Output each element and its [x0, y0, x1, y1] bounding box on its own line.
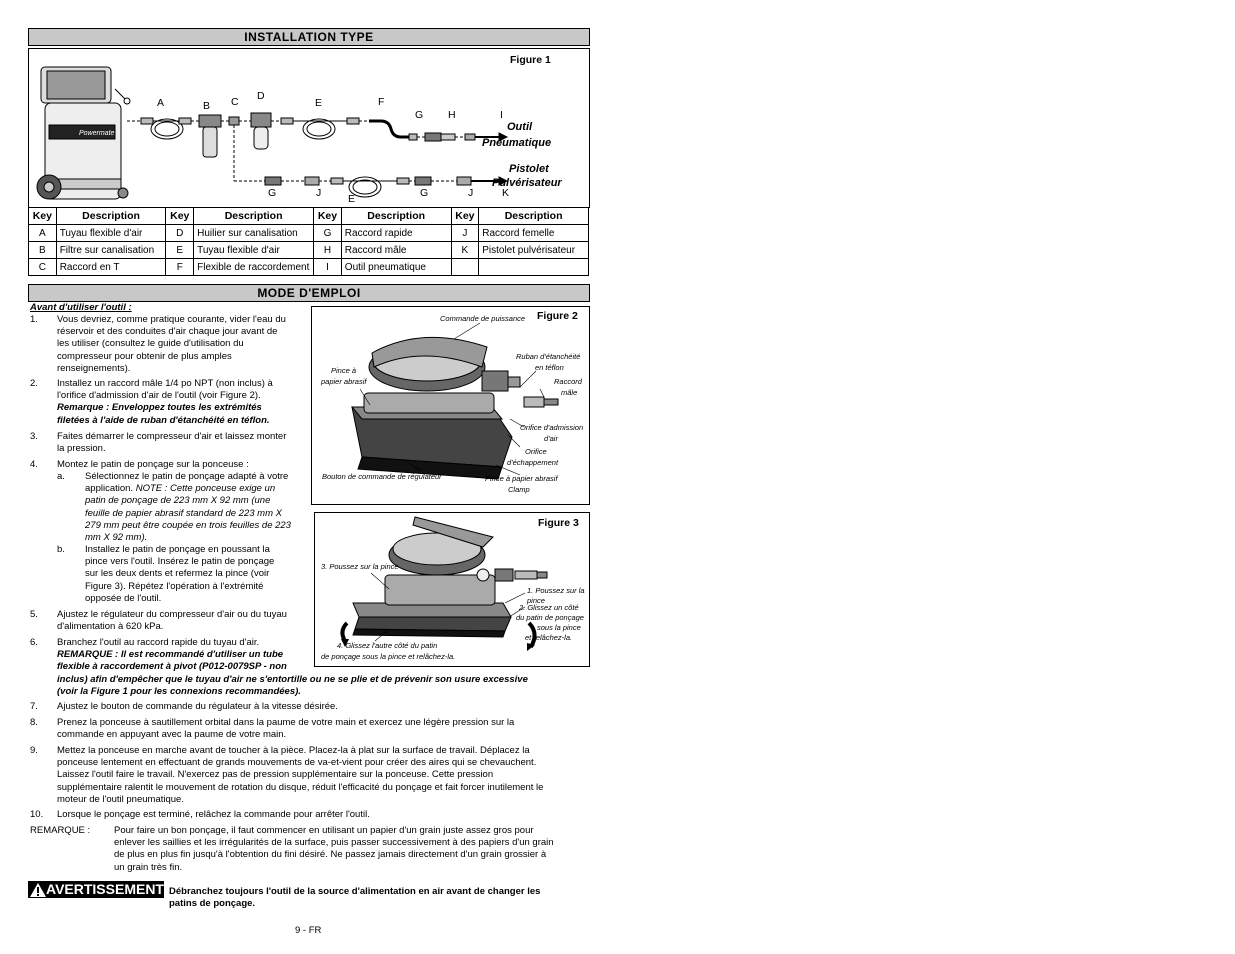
- text-line: ponceuse lentement en effectuant de grands mouvements de va-et-vient pour créer des aires qui se chevauchent.: [57, 757, 537, 769]
- remark-label: REMARQUE :: [30, 825, 91, 836]
- text-line: Faites démarrer le compresseur d'air et laissez monter: [57, 431, 287, 442]
- step-2-text: [57, 378, 273, 427]
- tool-label-2: Pneumatique: [482, 137, 552, 149]
- text-line: Sélectionnez le patin de ponçage adapté à votre: [85, 471, 289, 482]
- text-line: Installez le patin de ponçage en poussant la: [85, 544, 270, 555]
- text-line: inclus) afin d'empêcher que le tuyau d'air ne s'entortille ou ne se plie et de prévenir son usure excessive: [57, 673, 528, 685]
- table-cell: Filtre sur canalisation: [56, 242, 166, 259]
- remark-text: [114, 825, 554, 874]
- text-line: Laissez l'outil faire le travail. N'exercez pas de pression supplémentaire sur la ponceuse. Cette pression: [57, 769, 494, 781]
- text-line: commande en appuyant avec la paume de votre main.: [57, 729, 287, 741]
- label-regulator: Bouton de commande de régulateur: [322, 472, 442, 481]
- label-e: E: [315, 97, 323, 109]
- label-g-bottom-2: G: [420, 187, 429, 199]
- table-cell: E: [166, 242, 194, 259]
- step-9-text: [57, 745, 543, 806]
- label-j-bottom: J: [316, 187, 322, 199]
- key-header: Key: [314, 208, 342, 225]
- text-line: Remarque : Enveloppez toutes les extrémités: [57, 402, 262, 414]
- text-line: feuille de papier abrasif standard de 223 mm X: [85, 507, 282, 519]
- label-teflon-2: en téflon: [535, 363, 564, 372]
- table-row: [29, 242, 589, 259]
- text-line: l'orifice d'admission d'air de l'outil (voir Figure 2).: [57, 390, 261, 402]
- label-e-bottom: E: [348, 193, 356, 205]
- step-number: 4.: [30, 459, 38, 470]
- text-line: Débranchez toujours l'outil de la source d'alimentation en air avant de changer les: [169, 886, 541, 897]
- text-span: NOTE : Cette ponceuse exige un: [135, 483, 276, 495]
- description-header: Description: [56, 208, 166, 225]
- label-j-bottom-2: J: [468, 187, 474, 199]
- description-header: Description: [341, 208, 451, 225]
- key-table: [28, 207, 589, 276]
- text-line: REMARQUE : Il est recommandé d'utiliser un tube: [57, 649, 284, 661]
- key-table-header-row: [29, 208, 589, 225]
- text-line: pince vers l'outil. Insérez le patin de ponçage: [85, 556, 275, 568]
- table-cell: F: [166, 259, 194, 276]
- svg-text:Powermate: Powermate: [79, 130, 115, 137]
- step-number: 10.: [30, 809, 44, 820]
- description-header: Description: [194, 208, 314, 225]
- text-line: sur les deux dents et refermez la pince (voir: [85, 568, 270, 580]
- label-male-2: mâle: [561, 388, 578, 397]
- table-cell: D: [166, 225, 194, 242]
- key-header: Key: [451, 208, 479, 225]
- label-clamp-2: papier abrasif: [321, 377, 367, 386]
- label-push-clamp-1: 1. Poussez sur la pince: [527, 586, 585, 605]
- label-slide-2-1: 2. Glissez un côté: [519, 603, 579, 612]
- page-number: 9 - FR: [295, 925, 322, 936]
- text-line: Ajustez le régulateur du compresseur d'air ou du tuyau: [57, 609, 287, 620]
- label-exhaust-1: Orifice: [525, 447, 547, 456]
- text-line: moteur de l'outil pneumatique.: [57, 793, 184, 805]
- table-cell: J: [451, 225, 479, 242]
- label-g: G: [415, 109, 424, 121]
- step-number: 2.: [30, 378, 38, 389]
- text-line: de plus en plus fin jusqu'à l'obtention du fini désiré. Ne passez jamais directement d'un grain grossier à: [114, 849, 547, 861]
- text-line: patins de ponçage.: [169, 898, 256, 910]
- figure-3-title: Figure 3: [538, 517, 579, 529]
- step-4b-text: [85, 544, 274, 605]
- text-line: un grain très fin.: [114, 861, 183, 873]
- label-g-bottom: G: [268, 187, 277, 199]
- text-span: application.: [85, 483, 134, 495]
- table-cell: Raccord mâle: [341, 242, 451, 259]
- step-number: 8.: [30, 717, 38, 728]
- gun-label-2: Pulvérisateur: [492, 177, 562, 189]
- text-line: Prenez la ponceuse à sautillement orbital dans la paume de votre main et exercez une légère pression sur la: [57, 717, 515, 728]
- label-slide-4-2: de ponçage sous la pince et relâchez-la.: [321, 652, 456, 661]
- before-use-title: Avant d'utiliser l'outil :: [30, 302, 132, 313]
- text-line: Figure 3). Répétez l'opération à l'extrémité: [85, 580, 264, 592]
- step-10-text: Lorsque le ponçage est terminé, relâchez la commande pour arrêter l'outil.: [57, 809, 370, 820]
- table-cell: [451, 259, 479, 276]
- label-inlet-2: d'air: [544, 434, 558, 443]
- text-line: 279 mm peut être coupée en trois feuilles de 223: [85, 519, 291, 531]
- text-line: Pour faire un bon ponçage, il faut commencer en utilisant un papier d'un grain juste assez gros pour: [114, 825, 534, 836]
- table-cell: Pistolet pulvérisateur: [479, 242, 589, 259]
- text-line: compresseur pour obtenir de plus amples: [57, 350, 232, 362]
- table-cell: Raccord en T: [56, 259, 166, 276]
- figure-1-installation-diagram: [28, 48, 590, 208]
- compressor-illustration: [37, 67, 130, 199]
- table-cell: [479, 259, 589, 276]
- step-number: 9.: [30, 745, 38, 756]
- text-line: patin de ponçage de 223 mm X 92 mm (une: [85, 495, 271, 507]
- table-cell: Raccord femelle: [479, 225, 589, 242]
- figure-2-title: Figure 2: [537, 310, 578, 322]
- key-header: Key: [166, 208, 194, 225]
- mode-emploi-header: MODE D'EMPLOI: [28, 284, 590, 302]
- text-line: Mettez la ponceuse en marche avant de toucher à la pièce. Placez-la à plat sur la surface de travail. Déplacez la: [57, 745, 530, 756]
- label-male-1: Raccord: [554, 377, 582, 386]
- step-number: 7.: [30, 701, 38, 712]
- gun-label-1: Pistolet: [509, 163, 549, 175]
- label-teflon-1: Ruban d'étanchéité: [516, 352, 581, 361]
- step-1-text: [57, 314, 286, 375]
- table-cell: C: [29, 259, 57, 276]
- text-line: Branchez l'outil au raccord rapide du tuyau d'air.: [57, 637, 260, 648]
- table-cell: Raccord rapide: [341, 225, 451, 242]
- text-line: [85, 483, 291, 495]
- table-cell: K: [451, 242, 479, 259]
- label-power-command: Commande de puissance: [440, 314, 526, 323]
- figure-3-clamp-diagram: [314, 512, 590, 667]
- table-cell: Tuyau flexible d'air: [194, 242, 314, 259]
- table-cell: H: [314, 242, 342, 259]
- step-4-text: Montez le patin de ponçage sur la ponceuse :: [57, 459, 249, 470]
- warning-text: [169, 886, 540, 910]
- label-slide-2-2: du patin de ponçage: [516, 613, 584, 622]
- tool-label-1: Outil: [507, 121, 533, 133]
- step-number: 6.: [30, 637, 38, 648]
- text-line: flexible à raccordement à pivot (P012-0079SP - non: [57, 661, 287, 673]
- label-slide-2-3: sous la pince: [537, 623, 581, 632]
- table-cell: Huilier sur canalisation: [194, 225, 314, 242]
- label-inlet-1: Orifice d'admission: [520, 423, 584, 432]
- text-line: la pression.: [57, 443, 106, 455]
- description-header: Description: [479, 208, 589, 225]
- label-c: C: [231, 96, 239, 108]
- text-line: Installez un raccord mâle 1/4 po NPT (non inclus) à: [57, 378, 273, 389]
- table-cell: I: [314, 259, 342, 276]
- table-cell: B: [29, 242, 57, 259]
- table-cell: Outil pneumatique: [341, 259, 451, 276]
- text-line: les utiliser (consultez le guide d'utilisation du: [57, 338, 244, 350]
- label-slide-4-1: 4. Glissez l'autre côté du patin: [337, 641, 438, 650]
- warning-triangle-icon: [30, 883, 46, 897]
- label-b: B: [203, 100, 211, 112]
- label-clamp2-2: Clamp: [508, 485, 530, 494]
- text-line: Vous devriez, comme pratique courante, vider l'eau du: [57, 314, 286, 325]
- text-line: d'alimentation à 620 kPa.: [57, 621, 164, 633]
- figure-2-sander-diagram: [311, 306, 590, 505]
- step-number: 1.: [30, 314, 38, 325]
- label-d: D: [257, 90, 265, 102]
- label-h: H: [448, 109, 456, 121]
- installation-header: INSTALLATION TYPE: [28, 28, 590, 46]
- text-line: supplémentaire ralentit le mouvement de rotation du disque, réduit l'efficacité du ponçage et fait forcer inutilement le: [57, 781, 544, 793]
- text-line: (voir la Figure 1 pour les connexions recommandées).: [57, 685, 301, 697]
- label-a: A: [157, 97, 165, 109]
- table-cell: G: [314, 225, 342, 242]
- key-header: Key: [29, 208, 57, 225]
- step-number: 3.: [30, 431, 38, 442]
- table-cell: A: [29, 225, 57, 242]
- step-number: 5.: [30, 609, 38, 620]
- warning-badge-label: AVERTISSEMENT: [46, 881, 164, 897]
- text-line: filetées à l'aide de ruban d'étanchéité en téflon.: [57, 414, 270, 426]
- table-cell: Flexible de raccordement: [194, 259, 314, 276]
- label-i: I: [500, 109, 503, 121]
- label-k: K: [502, 187, 510, 199]
- step-5-text: [57, 609, 287, 633]
- step-3-text: [57, 431, 286, 455]
- warning-badge: [28, 881, 164, 898]
- label-clamp2-1: Pince à papier abrasif: [485, 474, 558, 483]
- substep-letter: a.: [57, 471, 65, 482]
- figure-1-title: Figure 1: [510, 54, 551, 66]
- text-line: renseignements).: [57, 362, 131, 374]
- text-line: mm X 92 mm).: [85, 532, 148, 544]
- text-line: réservoir et des conduites d'air chaque jour avant de: [57, 326, 278, 338]
- step-7-text: Ajustez le bouton de commande du régulateur à la vitesse désirée.: [57, 701, 338, 712]
- label-push-clamp-3: 3. Poussez sur la pince: [321, 562, 399, 571]
- table-cell: Tuyau flexible d'air: [56, 225, 166, 242]
- label-slide-2-4: et relâchez-la.: [525, 633, 573, 642]
- label-exhaust-2: d'échappement: [507, 458, 559, 467]
- table-row: [29, 225, 589, 242]
- text-line: enlever les saillies et les irrégularités de la surface, puis passer successivement à des papiers d'un grain: [114, 837, 554, 849]
- step-4a-text: [85, 471, 291, 544]
- substep-letter: b.: [57, 544, 65, 555]
- label-clamp-1: Pince à: [331, 366, 357, 375]
- table-row: [29, 259, 589, 276]
- label-f: F: [378, 96, 385, 108]
- step-8-text: [57, 717, 514, 741]
- text-line: opposée de l'outil.: [85, 592, 162, 604]
